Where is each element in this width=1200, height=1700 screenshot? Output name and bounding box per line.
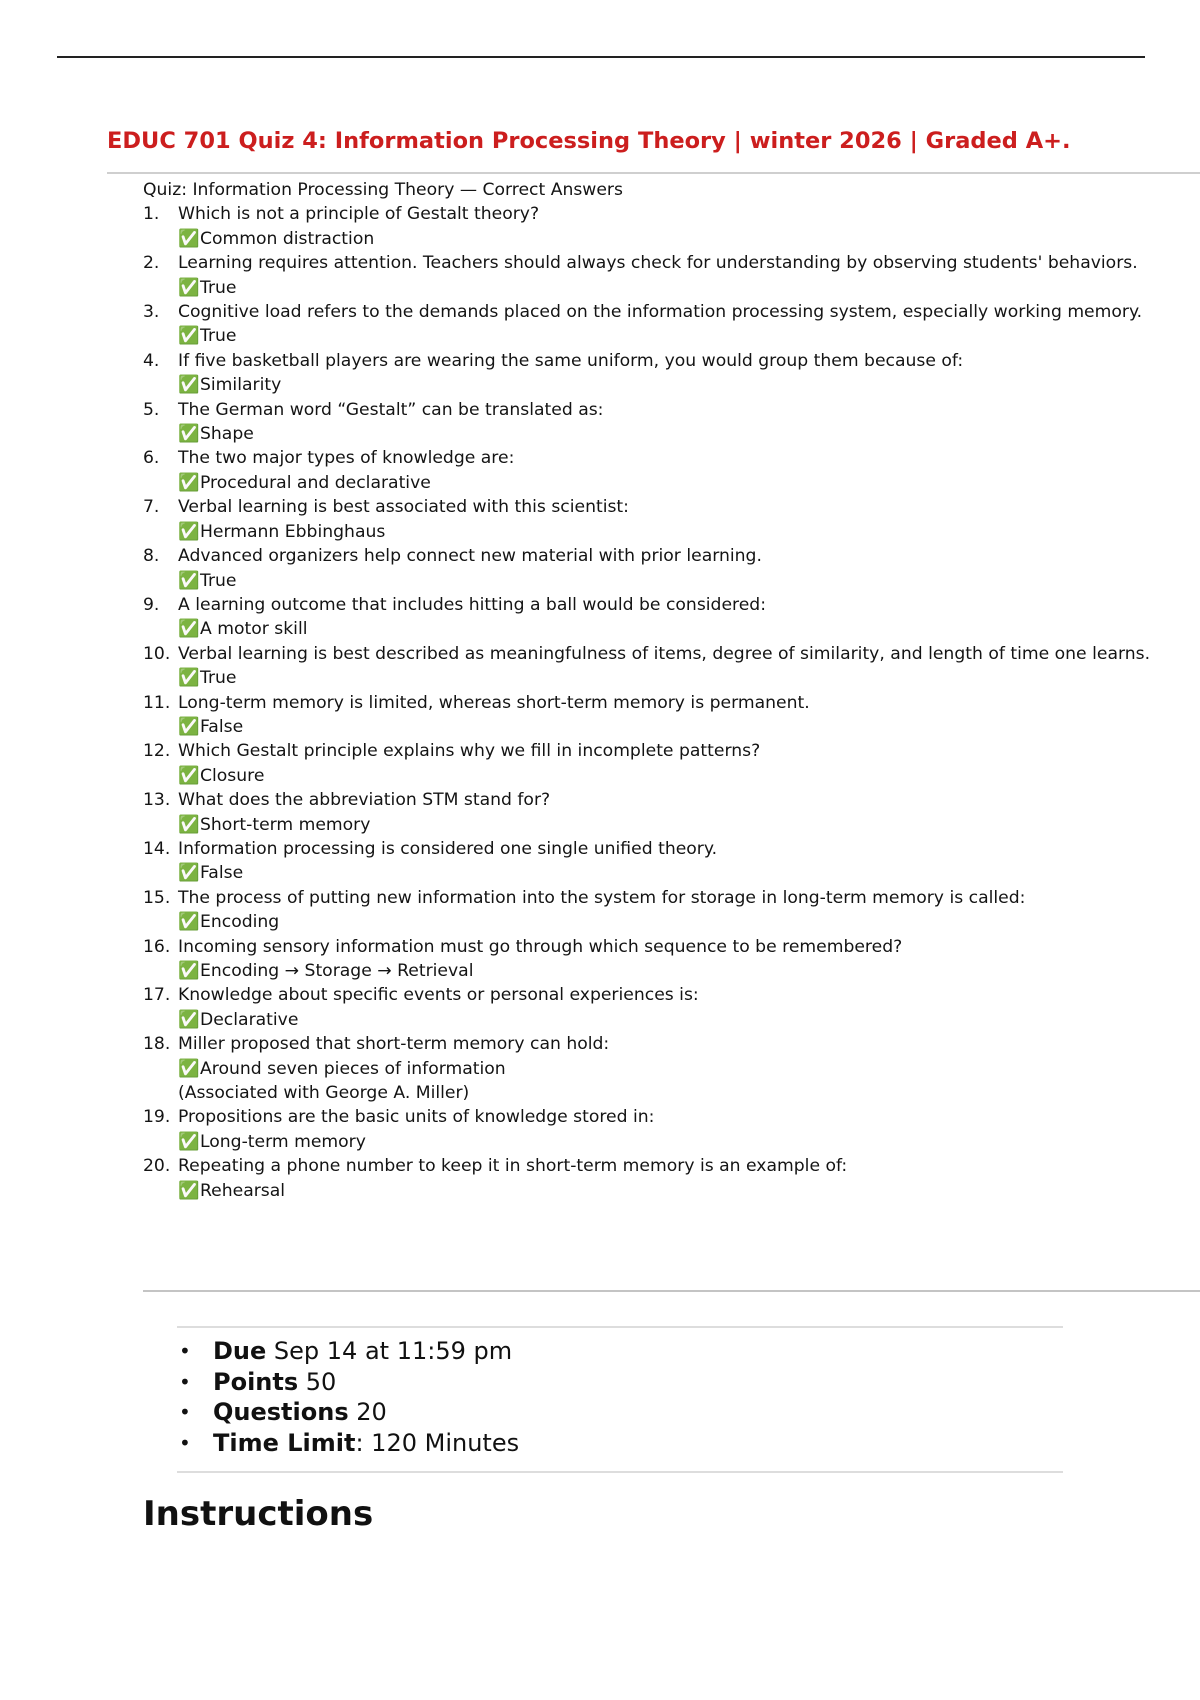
quiz-details-list: [177, 1336, 519, 1458]
question-text: Repeating a phone number to keep it in short-term memory is an example of:: [178, 1156, 848, 1177]
question-item: [143, 935, 1153, 984]
answer-text: Encoding: [200, 912, 280, 933]
question-item: [143, 446, 1153, 495]
check-icon: ✅: [178, 716, 200, 737]
question-text: Advanced organizers help connect new material with prior learning.: [178, 546, 762, 567]
answer-row: [178, 959, 1153, 983]
answer-text: Similarity: [200, 375, 282, 396]
answer-row: [178, 910, 1153, 934]
check-icon: ✅: [178, 1180, 200, 1201]
question-text: Long-term memory is limited, whereas short-term memory is permanent.: [178, 692, 810, 713]
check-icon: ✅: [178, 668, 200, 689]
time-limit-detail: [177, 1428, 519, 1459]
question-text: Which is not a principle of Gestalt theory?: [178, 204, 540, 225]
document-title: EDUC 701 Quiz 4: Information Processing Theory | winter 2026 | Graded A+.: [107, 128, 1071, 154]
quiz-divider: [143, 1290, 1200, 1292]
check-icon: ✅: [178, 765, 200, 786]
answer-row: [178, 1179, 1153, 1203]
question-number: 1.: [143, 204, 160, 225]
question-text: What does the abbreviation STM stand for?: [178, 790, 551, 811]
question-number: 14.: [143, 838, 171, 859]
points-label: Points: [213, 1367, 299, 1396]
answer-row: [178, 569, 1153, 593]
check-icon: ✅: [178, 521, 200, 542]
due-detail: [177, 1336, 519, 1367]
question-text: Propositions are the basic units of knowledge stored in:: [178, 1107, 655, 1128]
question-number: 11.: [143, 692, 171, 713]
answer-text: Around seven pieces of information: [200, 1058, 506, 1079]
question-number: 12.: [143, 741, 171, 762]
answer-text: True: [200, 668, 237, 689]
question-text: The process of putting new information into the system for storage in long-term memory is called:: [178, 887, 1026, 908]
answer-row: [178, 666, 1153, 690]
answer-row: [178, 764, 1153, 788]
question-text: Information processing is considered one single unified theory.: [178, 838, 718, 859]
answer-text: Short-term memory: [200, 814, 371, 835]
answer-row: [178, 861, 1153, 885]
question-number: 4.: [143, 350, 160, 371]
points-detail: [177, 1367, 519, 1398]
question-item: [143, 837, 1153, 886]
quiz-heading: Quiz: Information Processing Theory — Correct Answers: [143, 180, 623, 200]
question-item: [143, 593, 1153, 642]
answer-text: True: [200, 570, 237, 591]
answer-row: [178, 276, 1153, 300]
time-limit-value: : 120 Minutes: [355, 1428, 520, 1457]
quiz-answers-section: [143, 178, 1153, 1203]
question-number: 13.: [143, 790, 171, 811]
details-top-divider: [177, 1326, 1063, 1328]
question-item: [143, 1032, 1153, 1105]
answer-text: Rehearsal: [200, 1180, 286, 1201]
question-number: 6.: [143, 448, 160, 469]
answer-text: True: [200, 277, 237, 298]
question-item: [143, 691, 1153, 740]
answer-row: [178, 471, 1153, 495]
question-text: The German word “Gestalt” can be translated as:: [178, 399, 604, 420]
check-icon: ✅: [178, 1058, 200, 1079]
bullet-icon: •: [179, 1430, 191, 1455]
check-icon: ✅: [178, 375, 200, 396]
question-text: Miller proposed that short-term memory can hold:: [178, 1034, 610, 1055]
question-text: Knowledge about specific events or personal experiences is:: [178, 985, 699, 1006]
answer-row: [178, 1130, 1153, 1154]
instructions-heading: Instructions: [143, 1494, 374, 1534]
answer-row: [178, 813, 1153, 837]
answer-row: [178, 520, 1153, 544]
question-text: Verbal learning is best associated with this scientist:: [178, 497, 629, 518]
top-rule: [57, 56, 1145, 58]
questions-label: Questions: [213, 1398, 349, 1426]
check-icon: ✅: [178, 228, 200, 249]
bullet-icon: •: [179, 1339, 191, 1363]
question-item: [143, 202, 1153, 251]
check-icon: ✅: [178, 1009, 200, 1030]
answer-row: [178, 227, 1153, 251]
due-value: Sep 14 at 11:59 pm: [266, 1337, 513, 1365]
question-number: 5.: [143, 399, 160, 420]
question-item: [143, 544, 1153, 593]
question-text: Cognitive load refers to the demands placed on the information processing system, especially working memory.: [178, 302, 1143, 323]
question-text: Incoming sensory information must go through which sequence to be remembered?: [178, 936, 903, 957]
answer-row: [178, 1008, 1153, 1032]
question-item: [143, 642, 1153, 691]
check-icon: ✅: [178, 912, 200, 933]
question-number: 9.: [143, 594, 160, 615]
check-icon: ✅: [178, 472, 200, 493]
time-limit-label: Time Limit: [213, 1428, 356, 1457]
question-number: 8.: [143, 546, 160, 567]
answer-text: Declarative: [200, 1009, 299, 1030]
check-icon: ✅: [178, 424, 200, 445]
answer-row: [178, 715, 1153, 739]
question-number: 17.: [143, 985, 171, 1006]
question-item: [143, 983, 1153, 1032]
question-number: 19.: [143, 1107, 171, 1128]
answer-text: Procedural and declarative: [200, 472, 431, 493]
question-text: Which Gestalt principle explains why we fill in incomplete patterns?: [178, 741, 761, 762]
points-value: 50: [298, 1367, 337, 1396]
questions-detail: [177, 1397, 519, 1428]
answer-text: Closure: [200, 765, 265, 786]
question-item: [143, 398, 1153, 447]
question-text: Verbal learning is best described as meaningfulness of items, degree of similarity, and length of time one learns.: [178, 643, 1151, 664]
answer-text: Hermann Ebbinghaus: [200, 521, 386, 542]
answer-text: A motor skill: [200, 619, 308, 640]
question-number: 10.: [143, 643, 171, 664]
answer-text: False: [200, 716, 244, 737]
question-text: The two major types of knowledge are:: [178, 448, 515, 469]
question-number: 20.: [143, 1156, 171, 1177]
check-icon: ✅: [178, 326, 200, 347]
check-icon: ✅: [178, 570, 200, 591]
answer-row: [178, 324, 1153, 348]
question-text: A learning outcome that includes hitting a ball would be considered:: [178, 594, 766, 615]
question-number: 3.: [143, 302, 160, 323]
question-number: 7.: [143, 497, 160, 518]
answer-text: Long-term memory: [200, 1131, 366, 1152]
answer-text: Shape: [200, 424, 254, 445]
answer-text: False: [200, 863, 244, 884]
answer-row: [178, 617, 1153, 641]
check-icon: ✅: [178, 1131, 200, 1152]
question-item: [143, 1154, 1153, 1203]
answer-row: [178, 373, 1153, 397]
question-number: 16.: [143, 936, 171, 957]
answer-row: [178, 422, 1153, 446]
question-item: [143, 251, 1153, 300]
question-item: [143, 788, 1153, 837]
question-item: [143, 495, 1153, 544]
questions-value: 20: [348, 1398, 387, 1426]
question-item: [143, 739, 1153, 788]
question-number: 2.: [143, 253, 160, 274]
bullet-icon: •: [179, 1369, 191, 1394]
bullet-icon: •: [179, 1400, 191, 1424]
check-icon: ✅: [178, 814, 200, 835]
question-number: 18.: [143, 1034, 171, 1055]
question-item: [143, 1105, 1153, 1154]
question-number: 15.: [143, 887, 171, 908]
check-icon: ✅: [178, 619, 200, 640]
answer-note: (Associated with George A. Miller): [178, 1083, 470, 1104]
question-list: [143, 202, 1153, 1203]
question-item: [143, 300, 1153, 349]
answer-text: Encoding → Storage → Retrieval: [200, 961, 474, 981]
question-item: [143, 886, 1153, 935]
check-icon: ✅: [178, 277, 200, 298]
answer-text: True: [200, 326, 237, 347]
details-bottom-divider: [177, 1471, 1063, 1473]
check-icon: ✅: [178, 863, 200, 884]
due-label: Due: [213, 1337, 267, 1365]
check-icon: ✅: [178, 961, 200, 981]
title-divider: [107, 172, 1200, 174]
question-text: Learning requires attention. Teachers should always check for understanding by observing students' behaviors.: [178, 253, 1138, 274]
question-item: [143, 349, 1153, 398]
question-text: If five basketball players are wearing the same uniform, you would group them because of:: [178, 350, 964, 371]
answer-text: Common distraction: [200, 228, 375, 249]
answer-row: [178, 1057, 1153, 1081]
